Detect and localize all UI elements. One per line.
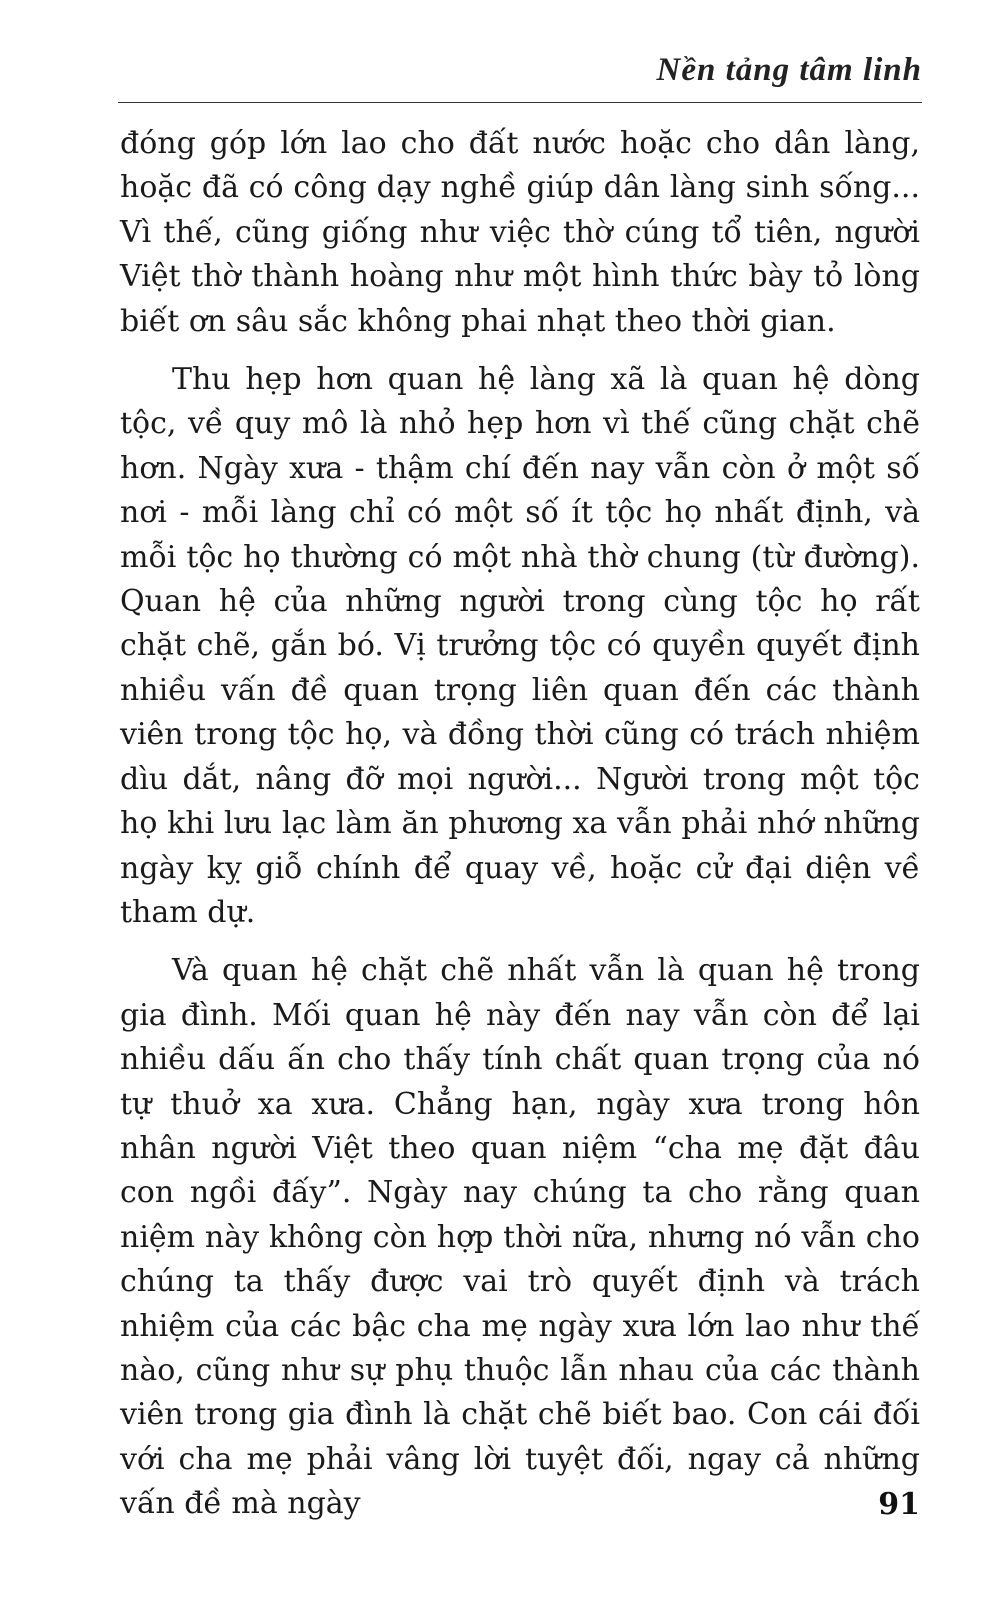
paragraph-3: Và quan hệ chặt chẽ nhất vẫn là quan hệ trong gia đình. Mối quan hệ này đến nay vẫn còn để lại nhiều dấu ấn cho thấy tính chất quan trọng của nó tự thuở xa xưa. Chẳng hạn, ngày xưa trong hôn nhân người Việt theo quan niệm “cha mẹ đặt đâu con ngồi đấy”. Ngày nay chúng ta cho rằng quan niệm này không còn hợp thời nữa, nhưng nó vẫn cho chúng ta thấy được vai trò quyết định và trách nhiệm của các bậc cha mẹ ngày xưa lớn lao như thế nào, cũng như sự phụ thuộc lẫn nhau của các thành viên trong gia đình là chặt chẽ biết bao. Con cái đối với cha mẹ phải vâng lời tuyệt đối, ngay cả những vấn đề mà ngày	[120, 953, 920, 1522]
header-rule	[118, 102, 922, 103]
paragraph-1: đóng góp lớn lao cho đất nước hoặc cho dân làng, hoặc đã có công dạy nghề giúp dân làng sinh sống... Vì thế, cũng giống như việc thờ cúng tổ tiên, người Việt thờ thành hoàng như một hình thức bày tỏ lòng biết ơn sâu sắc không phai nhạt theo thời gian.	[120, 126, 920, 339]
paragraph-2: Thu hẹp hơn quan hệ làng xã là quan hệ dòng tộc, về quy mô là nhỏ hẹp hơn vì thế cũng chặt chẽ hơn. Ngày xưa - thậm chí đến nay vẫn còn ở một số nơi - mỗi làng chỉ có một số ít tộc họ nhất định, và mỗi tộc họ thường có một nhà thờ chung (từ đường). Quan hệ của những người trong cùng tộc họ rất chặt chẽ, gắn bó. Vị trưởng tộc có quyền quyết định nhiều vấn đề quan trọng liên quan đến các thành viên trong tộc họ, và đồng thời cũng có trách nhiệm dìu dắt, nâng đỡ mọi người... Người trong một tộc họ khi lưu lạc làm ăn phương xa vẫn phải nhớ những ngày kỵ giỗ chính để quay về, hoặc cử đại diện về tham dự.	[120, 362, 920, 930]
running-head-title: Nền tảng tâm linh	[656, 52, 922, 88]
body-text	[120, 122, 920, 1527]
page-number: 91	[878, 1487, 920, 1522]
